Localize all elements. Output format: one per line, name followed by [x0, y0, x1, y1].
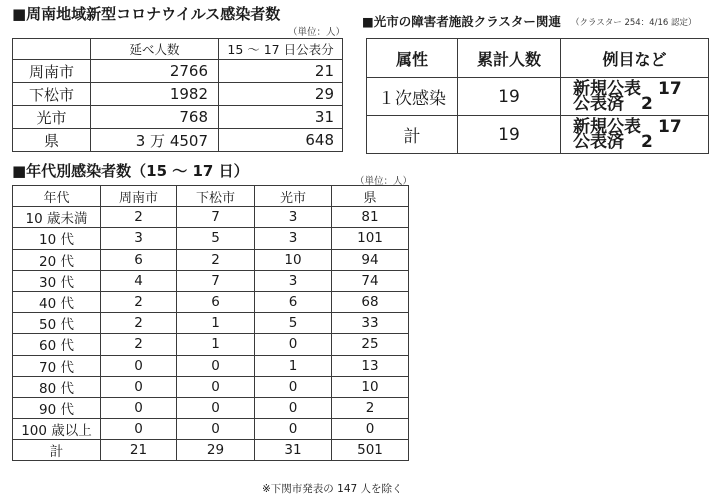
column-header: 下松市 — [177, 186, 255, 207]
count-cell: 2 — [101, 334, 177, 355]
recent-cell: 29 — [219, 83, 343, 106]
age-group-cell: 70 代 — [13, 355, 101, 376]
table-header-row — [13, 39, 343, 60]
city-cell: 光市 — [13, 106, 91, 129]
examples-line: 新規公表 17 — [573, 78, 682, 99]
count-cell: 33 — [332, 313, 409, 334]
count-cell: 6 — [255, 291, 332, 312]
recent-cell: 31 — [219, 106, 343, 129]
count-cell: 6 — [177, 291, 255, 312]
age-group-cell: 20 代 — [13, 249, 101, 270]
count-cell: 25 — [332, 334, 409, 355]
count-cell: 29 — [177, 440, 255, 461]
examples-line: 新規公表 17 — [573, 116, 682, 137]
count-cell: 94 — [332, 249, 409, 270]
count-cell: 21 — [101, 440, 177, 461]
count-cell: 0 — [332, 419, 409, 440]
regional-cases-unit: （単位：人） — [288, 27, 346, 38]
city-cell: 県 — [13, 129, 91, 152]
count-cell: 0 — [177, 355, 255, 376]
count-cell: 1 — [177, 334, 255, 355]
count-cell: 10 — [255, 249, 332, 270]
count-cell: 0 — [101, 419, 177, 440]
count-cell: 2 — [101, 291, 177, 312]
column-header: 属性 — [367, 39, 458, 78]
age-table-body — [13, 186, 409, 461]
age-group-cell: 計 — [13, 440, 101, 461]
examples-cell — [561, 78, 709, 116]
cumulative-cell: 3 万 4507 — [91, 129, 219, 152]
count-cell: 3 — [255, 228, 332, 249]
table-row — [13, 106, 343, 129]
count-cell: 7 — [177, 207, 255, 228]
table-row — [13, 228, 409, 249]
table-row — [367, 78, 709, 116]
table-header-row — [367, 39, 709, 78]
age-group-cell: 50 代 — [13, 313, 101, 334]
age-group-cell: 10 歳未満 — [13, 207, 101, 228]
count-cell: 501 — [332, 440, 409, 461]
count-cell: 2 — [332, 397, 409, 418]
attribute-cell: 計 — [367, 116, 458, 154]
count-cell: 2 — [101, 207, 177, 228]
age-group-cell: 80 代 — [13, 376, 101, 397]
cumulative-cell: 768 — [91, 106, 219, 129]
age-group-cell: 40 代 — [13, 291, 101, 312]
table-row — [13, 207, 409, 228]
count-cell: 19 — [458, 116, 561, 154]
count-cell: 1 — [177, 313, 255, 334]
table-row — [13, 83, 343, 106]
age-breakdown-title: ■年代別感染者数（15 ～ 17 日） — [12, 162, 249, 180]
count-cell: 3 — [101, 228, 177, 249]
table-row — [13, 313, 409, 334]
table-header-row — [13, 186, 409, 207]
count-cell: 5 — [255, 313, 332, 334]
table-row — [13, 291, 409, 312]
table-row — [13, 419, 409, 440]
attribute-cell: １次感染 — [367, 78, 458, 116]
examples-line: 公表済 2 — [573, 93, 653, 114]
count-cell: 3 — [255, 207, 332, 228]
count-cell: 10 — [332, 376, 409, 397]
city-cell: 周南市 — [13, 60, 91, 83]
age-breakdown-table — [12, 185, 409, 461]
count-cell: 0 — [177, 397, 255, 418]
table-row — [367, 116, 709, 154]
count-cell: 2 — [101, 313, 177, 334]
examples-cell — [561, 116, 709, 154]
count-cell: 13 — [332, 355, 409, 376]
age-breakdown-unit: （単位：人） — [355, 176, 413, 187]
footnote: ※下関市発表の 147 人を除く — [262, 483, 403, 495]
count-cell: 31 — [255, 440, 332, 461]
city-cell: 下松市 — [13, 83, 91, 106]
age-group-cell: 100 歳以上 — [13, 419, 101, 440]
examples-line: 公表済 2 — [573, 131, 653, 152]
column-header — [13, 39, 91, 60]
table-row — [13, 270, 409, 291]
table-row — [13, 397, 409, 418]
age-group-cell: 30 代 — [13, 270, 101, 291]
count-cell: 2 — [177, 249, 255, 270]
count-cell: 74 — [332, 270, 409, 291]
column-header: 累計人数 — [458, 39, 561, 78]
count-cell: 0 — [101, 397, 177, 418]
count-cell: 0 — [101, 376, 177, 397]
column-header: 年代 — [13, 186, 101, 207]
cumulative-cell: 1982 — [91, 83, 219, 106]
table-row — [13, 129, 343, 152]
cumulative-cell: 2766 — [91, 60, 219, 83]
regional-cases-title: ■周南地域新型コロナウイルス感染者数 — [12, 5, 281, 23]
table-row — [13, 376, 409, 397]
count-cell: 6 — [101, 249, 177, 270]
table-row — [13, 60, 343, 83]
count-cell: 7 — [177, 270, 255, 291]
count-cell: 19 — [458, 78, 561, 116]
column-header: 周南市 — [101, 186, 177, 207]
column-header: 例目など — [561, 39, 709, 78]
regional-cases-table — [12, 38, 343, 152]
table-row — [13, 249, 409, 270]
count-cell: 0 — [177, 376, 255, 397]
age-group-cell: 60 代 — [13, 334, 101, 355]
column-header: 光市 — [255, 186, 332, 207]
count-cell: 1 — [255, 355, 332, 376]
count-cell: 3 — [255, 270, 332, 291]
count-cell: 0 — [255, 334, 332, 355]
age-group-cell: 10 代 — [13, 228, 101, 249]
count-cell: 0 — [255, 376, 332, 397]
age-group-cell: 90 代 — [13, 397, 101, 418]
recent-cell: 21 — [219, 60, 343, 83]
count-cell: 0 — [255, 397, 332, 418]
table-row — [13, 334, 409, 355]
cluster-note: （クラスター 254：4/16 認定） — [571, 18, 697, 28]
table-row — [13, 355, 409, 376]
count-cell: 5 — [177, 228, 255, 249]
table-row — [13, 440, 409, 461]
recent-cell: 648 — [219, 129, 343, 152]
count-cell: 68 — [332, 291, 409, 312]
column-header: 15 ～ 17 日公表分 — [219, 39, 343, 60]
count-cell: 0 — [101, 355, 177, 376]
count-cell: 0 — [255, 419, 332, 440]
cluster-title: ■光市の障害者施設クラスター関連 — [362, 14, 561, 29]
count-cell: 4 — [101, 270, 177, 291]
count-cell: 81 — [332, 207, 409, 228]
column-header: 県 — [332, 186, 409, 207]
cluster-table — [366, 38, 709, 154]
count-cell: 101 — [332, 228, 409, 249]
count-cell: 0 — [177, 419, 255, 440]
column-header: 延べ人数 — [91, 39, 219, 60]
